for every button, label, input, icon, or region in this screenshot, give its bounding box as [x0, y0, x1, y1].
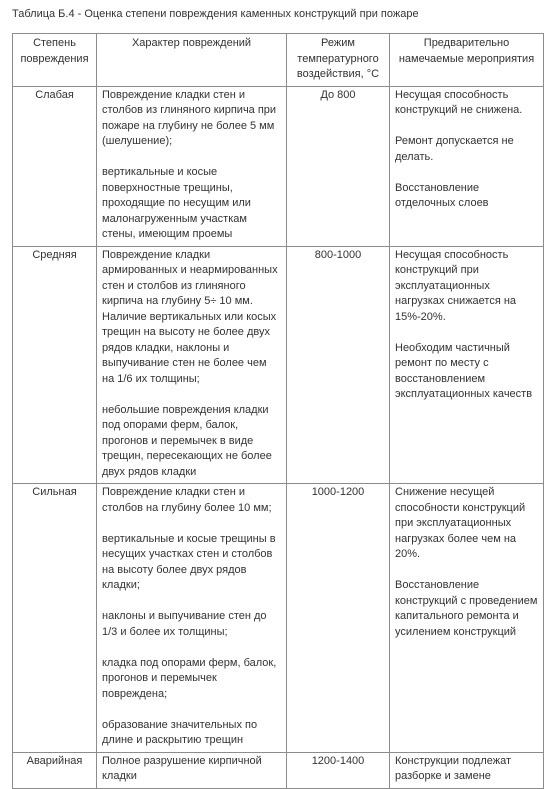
damage-text: Повреждение кладки армированных и неармированных стен и столбов из глиняного кирпича на глубину 5÷ 10 мм. Наличие вертикальных или косых трещин на высоту не более двух рядов кладки, наклоны и выпучивание стен не более чем на 1/6 их толщины; — [102, 248, 278, 385]
cell-degree: Средняя — [13, 246, 97, 484]
cell-temperature: 1200-1400 — [287, 752, 390, 788]
damage-text: образование значительных по длине и раскрытию трещин — [102, 718, 258, 746]
cell-degree: Сильная — [13, 484, 97, 753]
table-row — [13, 246, 544, 484]
damage-text: Повреждение кладки стен и столбов на глубину более 10 мм; — [102, 486, 272, 514]
header-damage: Характер повреждений — [97, 34, 287, 87]
table-row — [13, 752, 544, 788]
measure-text: Ремонт допускается не делать. — [395, 135, 514, 163]
table-caption: Таблица Б.4 - Оценка степени повреждения каменных конструкций при пожаре — [12, 8, 419, 20]
damage-assessment-table — [12, 33, 544, 789]
header-measures: Предварительно намечаемые мероприятия — [390, 34, 544, 87]
damage-text: кладка под опорами ферм, балок, прогонов и перемычек повреждена; — [102, 656, 277, 700]
table-row — [13, 86, 544, 246]
damage-text: Повреждение кладки стен и столбов из глиняного кирпича при пожаре на глубину не более 5 мм (шелушение); — [102, 88, 277, 147]
cell-measures — [390, 246, 544, 484]
cell-damage — [97, 752, 287, 788]
cell-measures — [390, 484, 544, 753]
cell-temperature: До 800 — [287, 86, 390, 246]
damage-text: вертикальные и косые трещины в несущих участках стен и столбов на высоту более двух рядов кладки; — [102, 532, 276, 591]
measure-text: Необходим частичный ремонт по месту с восстановлением эксплуатационных качеств — [395, 341, 533, 400]
cell-temperature: 1000-1200 — [287, 484, 390, 753]
measure-text: Несущая способность конструкций при эксплуатационных нагрузках снижается на 15%-20%. — [395, 248, 517, 323]
cell-temperature: 800-1000 — [287, 246, 390, 484]
measure-text: Конструкции подлежат разборке и замене — [395, 754, 512, 782]
header-temperature: Режим температурного воздействия, °С — [287, 34, 390, 87]
cell-degree: Аварийная — [13, 752, 97, 788]
table-row — [13, 484, 544, 753]
measure-text: Восстановление конструкций с проведением капитального ремонта и усилением конструкций — [395, 579, 538, 638]
header-degree: Степень повреждения — [13, 34, 97, 87]
cell-measures — [390, 86, 544, 246]
cell-damage — [97, 484, 287, 753]
cell-degree: Слабая — [13, 86, 97, 246]
cell-measures — [390, 752, 544, 788]
damage-text: вертикальные и косые поверхностные трещины, проходящие по несущим или малонагруженным участкам стены, имеющим проемы — [102, 166, 251, 240]
damage-text: наклоны и выпучивание стен до 1/3 и более их толщины; — [102, 610, 267, 638]
measure-text: Восстановление отделочных слоев — [395, 181, 489, 209]
cell-damage — [97, 86, 287, 246]
damage-text: небольшие повреждения кладки под опорами ферм, балок, прогонов и перемычек в виде трещин, пересекающих не более двух рядов кладки — [102, 403, 272, 478]
measure-text: Несущая способность конструкций не снижена. — [395, 88, 523, 116]
measure-text: Снижение несущей способности конструкций при эксплуатационных нагрузках более чем на 20%. — [395, 486, 526, 560]
header-row — [13, 34, 544, 87]
damage-text: Полное разрушение кирпичной кладки — [102, 754, 262, 782]
cell-damage — [97, 246, 287, 484]
